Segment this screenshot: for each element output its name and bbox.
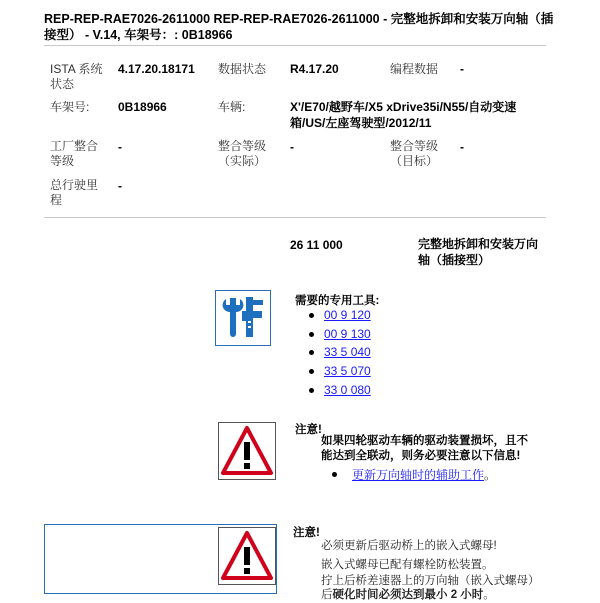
list-item[interactable]: [304, 325, 371, 344]
mileage-label: 总行驶里程: [50, 178, 99, 207]
tools-heading: 需要的专用工具:: [295, 295, 380, 307]
link-suffix: 。: [484, 468, 497, 482]
prog-label: 编程数据: [390, 62, 439, 76]
list-item[interactable]: [304, 306, 371, 325]
mileage-value: -: [118, 179, 122, 193]
page-title: REP-REP-RAE7026-2611000 REP-REP-RAE7026-2611000 - 完整地拆卸和安装万向轴（插接型） - V.14, 车架号：: 0B18966: [44, 12, 554, 42]
divider: [44, 45, 546, 46]
tool-link[interactable]: 00 9 120: [324, 308, 371, 322]
note2-line3-end: 。: [483, 589, 495, 601]
vin-label: 车架号:: [50, 100, 90, 114]
tool-link[interactable]: 33 0 080: [324, 382, 371, 397]
note1-heading: 注意!: [295, 424, 322, 436]
note2-line3-bold: 硬化时间必须达到最小 2 小时: [332, 589, 484, 601]
tool-link[interactable]: 00 9 130: [324, 326, 371, 341]
data-state-label: 数据状态: [218, 62, 267, 76]
target-value: -: [460, 140, 464, 154]
vin-value: 0B18966: [118, 100, 167, 114]
warning-triangle-icon: [218, 527, 276, 585]
note2-line3: [321, 574, 541, 602]
data-state-value: R4.17.20: [290, 62, 339, 76]
note2-line2: 嵌入式螺母已配有螺栓防松装置。: [321, 559, 494, 571]
warning-triangle-icon: [218, 422, 276, 480]
target-label: 整合等级（目标）: [390, 139, 439, 168]
tool-link[interactable]: 33 5 070: [324, 364, 371, 379]
factory-label: 工厂整合等级: [50, 139, 99, 168]
note1-link-row: [332, 466, 496, 483]
list-item[interactable]: [304, 381, 371, 400]
note2-heading: 注意!: [293, 527, 320, 539]
tool-link[interactable]: 33 5 040: [324, 345, 371, 360]
aux-work-link[interactable]: 更新万向轴时的辅助工作: [352, 468, 485, 482]
prog-value: -: [460, 62, 464, 76]
note1-text: 如果四轮驱动车辆的驱动装置损坏，且不能达到全联动，则务必要注意以下信息!: [321, 435, 528, 462]
service-name: 完整地拆卸和安装万向轴（插接型）: [418, 237, 539, 267]
bullet: [332, 472, 337, 477]
vehicle-value: X'/E70/越野车/X5 xDrive35i/N55/自动变速箱/US/左座驾驶型/2012/11: [290, 100, 517, 130]
ista-value: 4.17.20.18171: [118, 62, 195, 76]
factory-value: -: [118, 140, 122, 154]
divider: [44, 217, 546, 218]
list-item[interactable]: [304, 343, 371, 362]
actual-value: -: [290, 140, 294, 154]
special-tools-icon: [215, 290, 271, 346]
actual-label: 整合等级（实际）: [218, 139, 267, 168]
vehicle-label: 车辆:: [218, 100, 246, 114]
note2-line3-text: 拧上后桥差速器上的万向轴（嵌入式螺母）后: [321, 575, 540, 601]
note2-line1: 必须更新后驱动桥上的嵌入式螺母!: [321, 540, 497, 552]
list-item[interactable]: [304, 362, 371, 381]
ista-label: ISTA 系统状态: [50, 62, 103, 91]
tools-list: [304, 306, 371, 399]
service-number: 26 11 000: [290, 238, 343, 252]
